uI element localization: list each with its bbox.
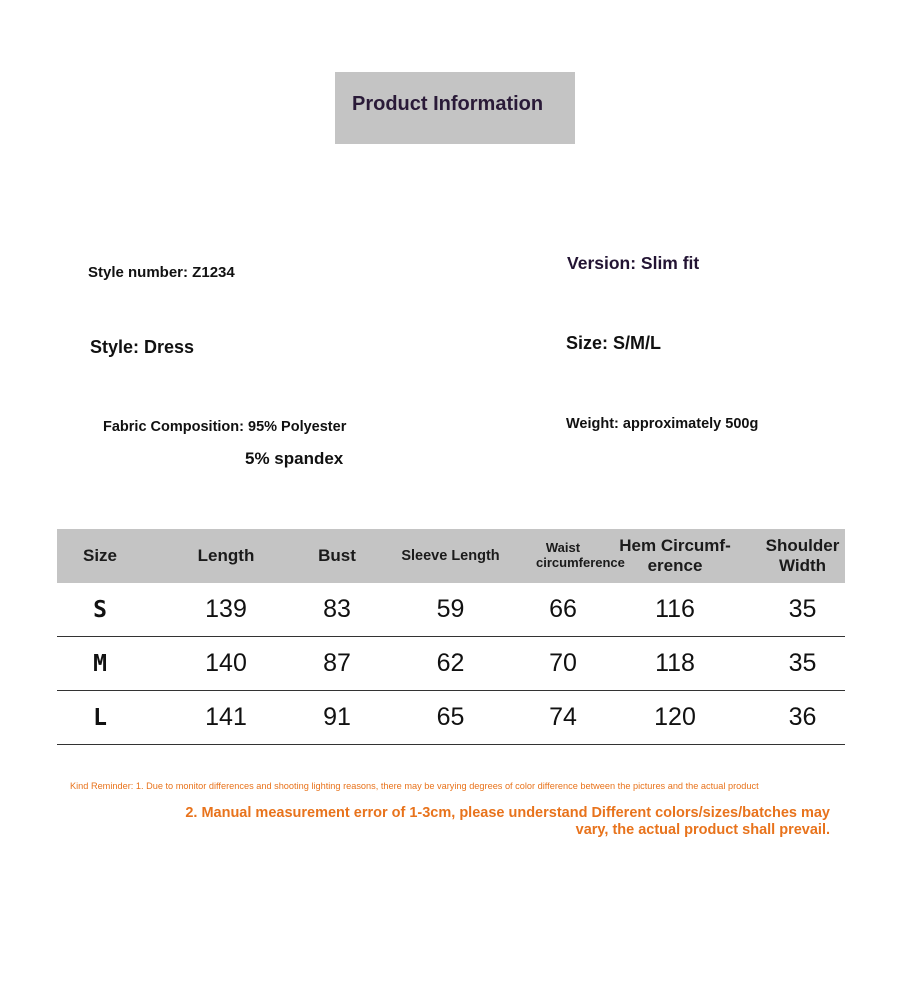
cell-sleeve-length: 59 <box>365 583 536 637</box>
cell-length: 139 <box>143 583 309 637</box>
measurement-reminder-line1: 2. Manual measurement error of 1-3cm, please understand Different colors/sizes/batches may <box>185 805 830 821</box>
cell-shoulder: 36 <box>760 691 845 745</box>
cell-hem: 118 <box>590 637 760 691</box>
cell-size: S <box>57 583 143 637</box>
cell-waist: 66 <box>536 583 590 637</box>
size-table <box>57 529 845 745</box>
style: Style: Dress <box>90 337 195 357</box>
table-header-row <box>57 529 845 583</box>
style-number: Style number: Z1234 <box>88 264 235 281</box>
cell-length: 141 <box>143 691 309 745</box>
header-size: Size <box>57 529 143 583</box>
header-shoulder-line1: Shoulder <box>765 536 840 556</box>
header-shoulder <box>760 529 845 583</box>
cell-shoulder: 35 <box>760 583 845 637</box>
table-row <box>57 691 845 745</box>
fabric-composition: Fabric Composition: 95% Polyester <box>103 419 347 435</box>
header-waist-line2: circumference <box>536 555 625 570</box>
table-row <box>57 637 845 691</box>
cell-hem: 116 <box>590 583 760 637</box>
header-hem-line2: erence <box>647 556 703 575</box>
header-length: Length <box>143 529 309 583</box>
header-bust: Bust <box>309 529 365 583</box>
cell-waist: 70 <box>536 637 590 691</box>
title-banner <box>335 72 575 144</box>
cell-sleeve-length: 62 <box>365 637 536 691</box>
cell-waist: 74 <box>536 691 590 745</box>
cell-hem: 120 <box>590 691 760 745</box>
kind-reminder-note: Kind Reminder: 1. Due to monitor differences and shooting lighting reasons, there may be varying degrees of color difference between the pictures and the actual product <box>70 781 759 791</box>
cell-size: L <box>57 691 143 745</box>
version: Version: Slim fit <box>567 253 700 273</box>
table-row <box>57 583 845 637</box>
header-hem-line1: Hem Circumf- <box>619 536 731 556</box>
cell-sleeve-length: 65 <box>365 691 536 745</box>
header-sleeve-length: Sleeve Length <box>365 529 536 583</box>
header-waist <box>536 529 625 583</box>
measurement-reminder <box>150 805 830 839</box>
header-shoulder-line2: Width <box>778 556 827 575</box>
size-range: Size: S/M/L <box>566 333 662 353</box>
cell-bust: 91 <box>309 691 365 745</box>
cell-bust: 83 <box>309 583 365 637</box>
page-title: Product Information <box>352 93 544 115</box>
fabric-composition-spandex: 5% spandex <box>245 449 344 468</box>
cell-shoulder: 35 <box>760 637 845 691</box>
header-waist-line1: Waist <box>545 540 581 556</box>
measurement-reminder-line2: vary, the actual product shall prevail. <box>575 822 830 838</box>
cell-size: M <box>57 637 143 691</box>
cell-bust: 87 <box>309 637 365 691</box>
weight: Weight: approximately 500g <box>566 416 759 432</box>
cell-length: 140 <box>143 637 309 691</box>
